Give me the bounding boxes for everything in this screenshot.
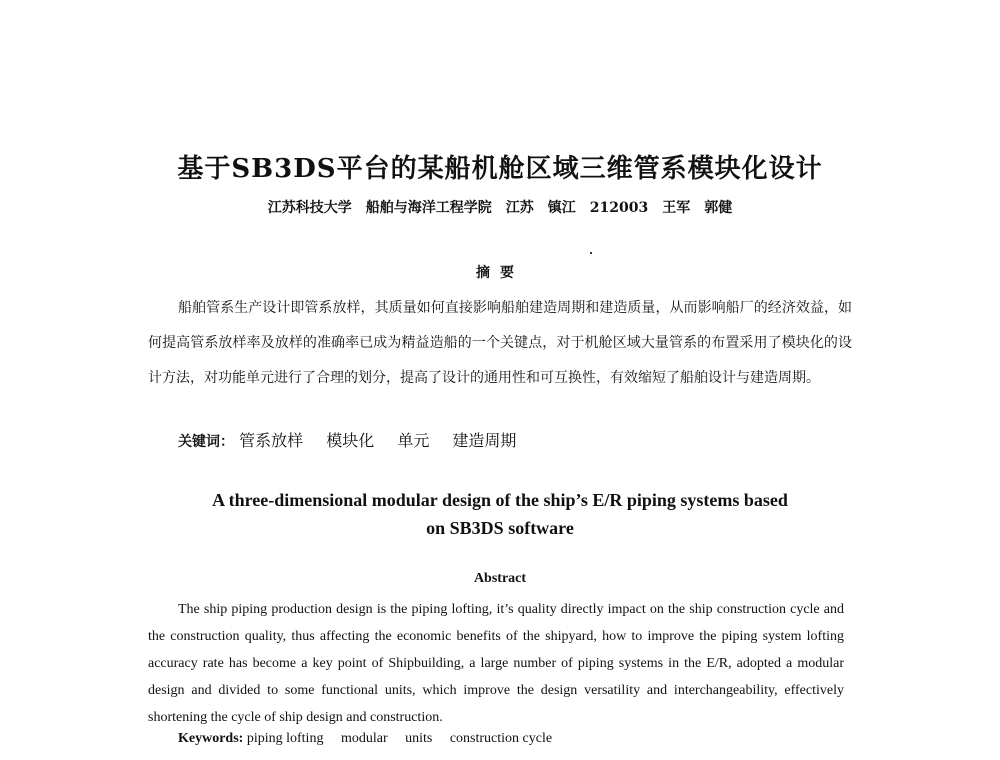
- english-title-line-2: on SB3DS software: [426, 518, 574, 538]
- chinese-keywords-label: 关键词：: [178, 434, 234, 450]
- chinese-keyword: 建造周期: [452, 431, 517, 450]
- english-title-line-1: A three-dimensional modular design of the ship’s E/R piping systems based: [212, 490, 788, 510]
- chinese-keyword: 单元: [397, 431, 430, 450]
- english-keyword: piping lofting: [246, 731, 324, 746]
- english-abstract: The ship piping production design is the piping lofting, it’s quality directly impact on the ship construction cycle and the construction quality, thus affecting the economic benefits of the shipyard, how to improve the piping system lofting accuracy rate has become a key point of Shipbuilding, a large number of piping systems in the E/R, adopted a modular design and divided to some functional units, which improve the design versatility and interchangeability, effectively shortening the cycle of ship design and construction.: [148, 602, 844, 725]
- english-keyword: modular: [340, 731, 388, 746]
- english-keywords: [178, 731, 566, 747]
- chinese-keyword: 模块化: [326, 431, 375, 450]
- english-keywords-label: Keywords:: [178, 731, 244, 746]
- english-title: [0, 486, 1000, 542]
- english-abstract-heading: Abstract: [473, 571, 527, 586]
- english-keyword: units: [405, 731, 433, 746]
- chinese-abstract: 船舶管系生产设计即管系放样，其质量如何直接影响船舶建造周期和建造质量，从而影响船厂的经济效益，如何提高管系放样率及放样的准确率已成为精益造船的一个关键点，对于机舱区域大量管系的布置采用了模块化的设计方法，对功能单元进行了合理的划分，提高了设计的通用性和可互换性，有效缩短了船舶设计与建造周期。: [148, 300, 852, 386]
- chinese-keywords: [178, 428, 534, 451]
- english-keyword: construction cycle: [449, 731, 553, 746]
- chinese-abstract-heading: 摘要: [476, 265, 524, 281]
- author-affiliation: 江苏科技大学 船舶与海洋工程学院 江苏 镇江 212003 王军 郭健: [267, 200, 733, 216]
- scan-speck: [590, 252, 592, 254]
- chinese-title: 基于SB3DS平台的某船机舱区域三维管系模块化设计: [177, 154, 823, 184]
- chinese-keyword: 管系放样: [239, 431, 304, 450]
